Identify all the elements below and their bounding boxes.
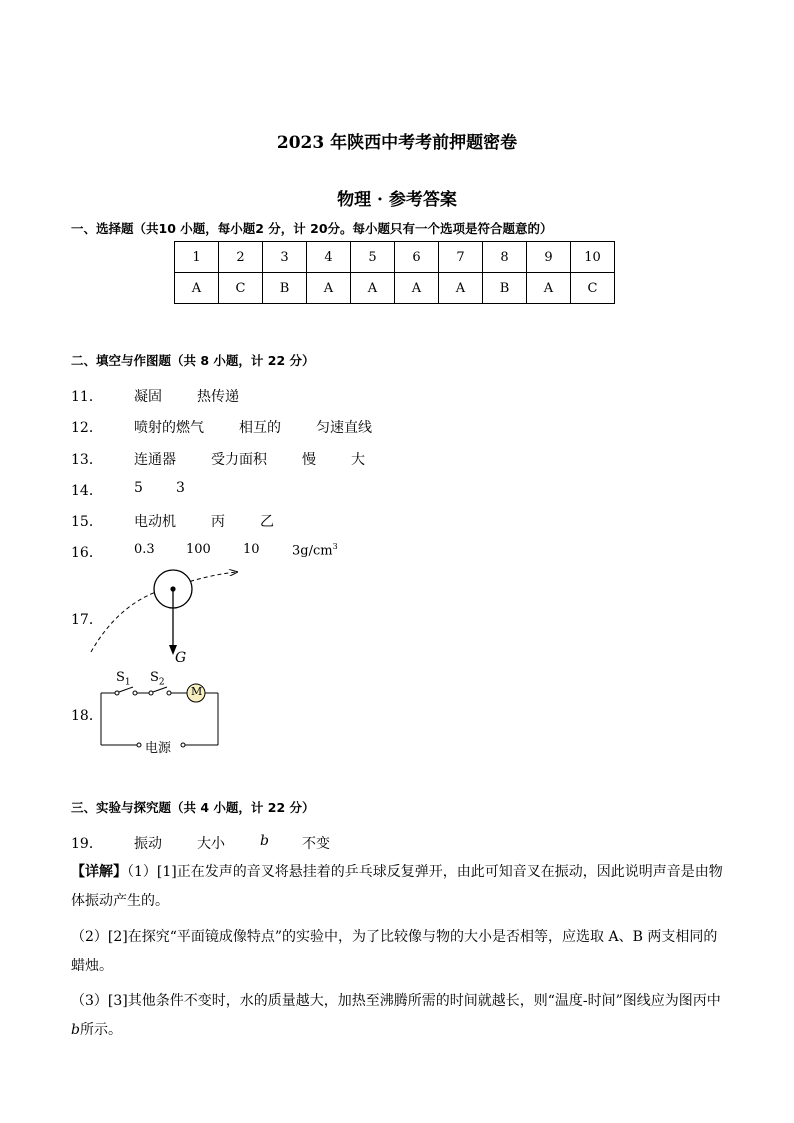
question-number: 13． <box>71 452 103 468</box>
density-value: 3g/cm <box>292 543 333 559</box>
question-number: 19． <box>71 836 103 852</box>
answer-text: 相互的 <box>239 420 281 436</box>
table-cell: C <box>571 273 615 304</box>
detail-text: （3）[3]其他条件不变时，水的质量越大，加热至沸腾所需的时间就越长，则“温度-时间”图线应为图丙中 <box>71 993 721 1009</box>
table-cell: A <box>307 273 351 304</box>
page-title: 2023 年陕西中考考前押题密卷 <box>276 133 518 153</box>
detail-text: （1）[1]正在发声的音叉将悬挂着的乒乓球反复弹开，由此可知音叉在振动，因此说明声音是由物体振动产生的。 <box>71 864 723 909</box>
force-label: G <box>175 650 187 666</box>
ball-force-diagram <box>85 565 255 675</box>
table-cell: 6 <box>395 242 439 273</box>
answer-text: 大小 <box>197 836 225 852</box>
answer-text: 连通器 <box>134 452 176 468</box>
table-cell: A <box>395 273 439 304</box>
table-row-numbers <box>175 242 615 273</box>
table-cell: 8 <box>483 242 527 273</box>
switch-2-blade <box>153 687 167 692</box>
detail-variable: b <box>71 1022 80 1038</box>
answer-text: 凝固 <box>134 389 162 405</box>
answer-text: 振动 <box>134 836 162 852</box>
table-row-answers <box>175 273 615 304</box>
power-terminal <box>181 743 185 747</box>
table-cell: B <box>263 273 307 304</box>
detail-text: 所示。 <box>79 1022 122 1038</box>
answer-text: 丙 <box>211 514 225 530</box>
motor-label: M <box>191 685 203 698</box>
question-number: 15． <box>71 514 103 530</box>
switch-1-blade <box>119 687 133 692</box>
table-cell: A <box>527 273 571 304</box>
table-cell: 9 <box>527 242 571 273</box>
density-answer <box>292 542 338 558</box>
power-source-label: 电源 <box>145 741 172 756</box>
detail-tag: 【详解】 <box>71 864 127 880</box>
question-number: 17． <box>71 612 103 628</box>
answer-table <box>174 241 615 304</box>
answer-text: b <box>260 833 269 849</box>
table-cell: A <box>175 273 219 304</box>
detail-paragraph-2: （2）[2]在探究“平面镜成像特点”的实验中，为了比较像与物的大小是否相等，应选取 A、B 两支相同的蜡烛。 <box>71 929 718 974</box>
switch-2-contact <box>149 691 153 695</box>
section-1-heading: 一、选择题（共10 小题，每小题2 分，计 20分。每小题只有一个选项是符合题意的） <box>71 221 553 236</box>
question-number: 14． <box>71 483 103 499</box>
table-cell: 4 <box>307 242 351 273</box>
answer-text: 3 <box>176 480 185 496</box>
table-cell: A <box>439 273 483 304</box>
switch-2-label <box>150 670 165 688</box>
answer-text: 乙 <box>260 514 274 530</box>
question-number: 11． <box>71 389 103 405</box>
answer-text: 5 <box>134 480 143 496</box>
page-subtitle: 物理 · 参考答案 <box>337 190 457 210</box>
answer-text: 热传递 <box>197 389 239 405</box>
table-cell: 2 <box>219 242 263 273</box>
table-cell: A <box>351 273 395 304</box>
section-2-heading: 二、填空与作图题（共 8 小题，计 22 分） <box>71 353 315 368</box>
answer-text: 大 <box>351 452 365 468</box>
answer-text: 电动机 <box>134 514 176 530</box>
switch-1-label <box>116 670 131 688</box>
detail-paragraph-1 <box>71 858 726 916</box>
question-number: 12． <box>71 420 103 436</box>
density-exponent: 3 <box>332 542 338 551</box>
switch-1-subscript: 1 <box>124 677 131 688</box>
answer-text: 喷射的燃气 <box>134 420 204 436</box>
section-3-heading: 三、实验与探究题（共 4 小题，计 22 分） <box>71 800 315 815</box>
answer-text: 10 <box>243 542 260 557</box>
switch-2-subscript: 2 <box>158 677 165 688</box>
switch-1-contact <box>133 691 137 695</box>
table-cell: 3 <box>263 242 307 273</box>
table-cell: 5 <box>351 242 395 273</box>
answer-text: 0.3 <box>134 542 155 557</box>
switch-1-letter: S <box>116 670 125 685</box>
question-number: 18． <box>71 708 103 724</box>
table-cell: 1 <box>175 242 219 273</box>
table-cell: 10 <box>571 242 615 273</box>
answer-text: 不变 <box>302 836 330 852</box>
answer-text: 匀速直线 <box>316 420 372 436</box>
switch-2-contact <box>167 691 171 695</box>
table-cell: C <box>219 273 263 304</box>
question-number: 16． <box>71 545 103 561</box>
answer-text: 100 <box>186 542 211 557</box>
power-terminal <box>137 743 141 747</box>
answer-text: 受力面积 <box>211 452 267 468</box>
switch-1-contact <box>115 691 119 695</box>
detail-paragraph-3 <box>71 987 726 1045</box>
answer-text: 慢 <box>302 452 316 468</box>
switch-2-letter: S <box>150 670 159 685</box>
table-cell: B <box>483 273 527 304</box>
table-cell: 7 <box>439 242 483 273</box>
